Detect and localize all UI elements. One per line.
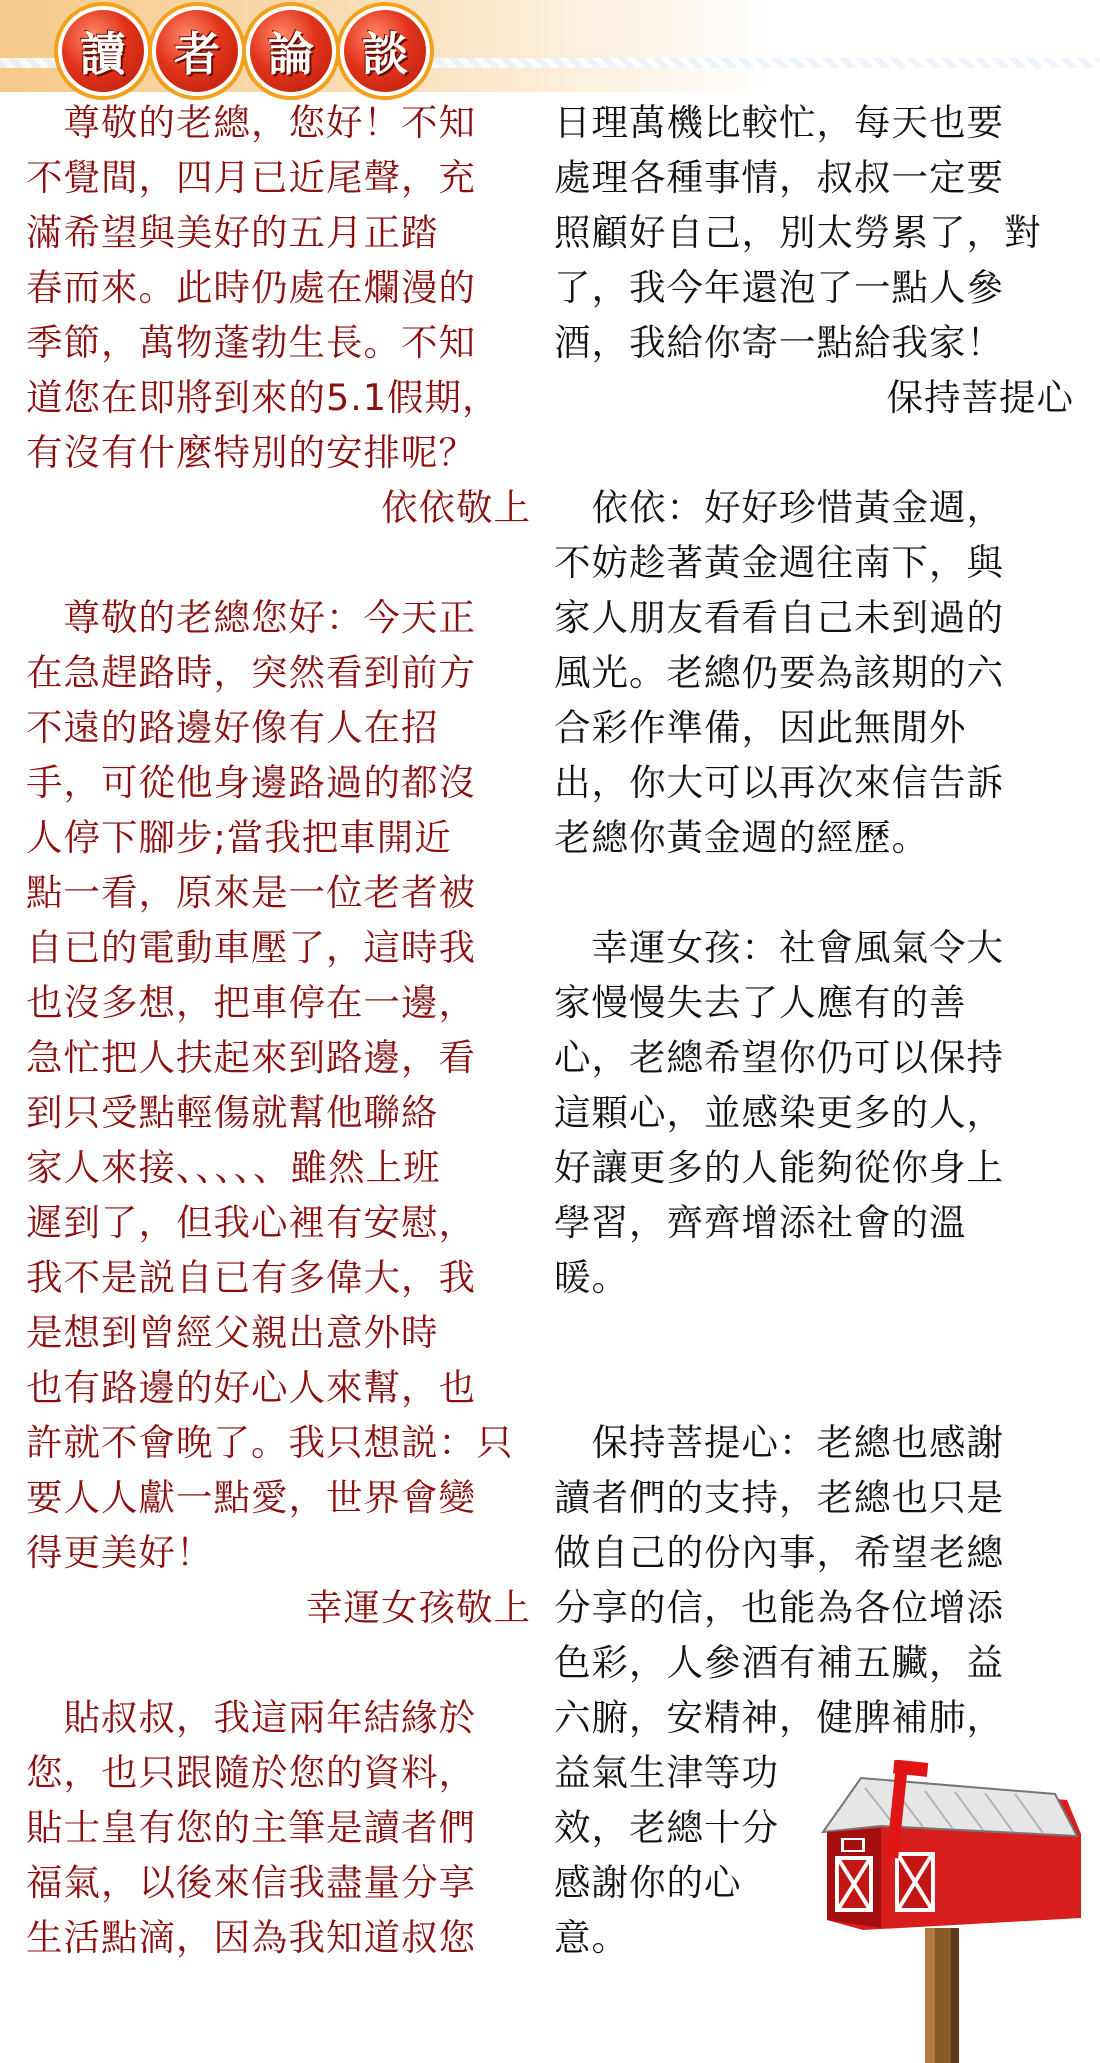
- text-line: 滿希望與美好的五月正踏: [26, 211, 439, 254]
- text-line: 色彩，人參酒有補五臟，益: [554, 1641, 1004, 1684]
- text-line: 心，老總希望你仍可以保持: [554, 1036, 1004, 1079]
- header-band: [0, 0, 1100, 92]
- text-line: 做自己的份內事，希望老總: [554, 1531, 1004, 1574]
- letter-yiyi: [26, 95, 531, 535]
- text-line: 依依：好好珍惜黃金週，: [554, 486, 1004, 529]
- text-line: 福氣，以後來信我盡量分享: [26, 1861, 476, 1904]
- title-badge: 談: [340, 6, 430, 96]
- text-line: 季節，萬物蓬勃生長。不知: [26, 321, 476, 364]
- text-line: 保持菩提心：老總也感謝: [554, 1421, 1004, 1464]
- text-line: 有沒有什麼特別的安排呢？: [26, 431, 476, 474]
- text-line: 急忙把人扶起來到路邊，看: [26, 1036, 476, 1079]
- letter-signature: 依依敬上: [381, 486, 531, 529]
- spacer: [26, 535, 531, 590]
- text-line: 學習，齊齊增添社會的溫: [554, 1201, 967, 1244]
- text-line: 益氣生津等功: [554, 1751, 779, 1794]
- text-line: 自已的電動車壓了，這時我: [26, 926, 476, 969]
- text-line: 處理各種事情，叔叔一定要: [554, 156, 1004, 199]
- text-line: 也有路邊的好心人來幫，也: [26, 1366, 476, 1409]
- text-line: 許就不會晚了。我只想説：只: [26, 1421, 514, 1464]
- text-line: 幸運女孩：社會風氣令大: [554, 926, 1004, 969]
- spacer: [554, 425, 1074, 480]
- section-title: [58, 6, 430, 96]
- text-line: 到只受點輕傷就幫他聯絡: [26, 1091, 439, 1134]
- letter-signature: 保持菩提心: [886, 376, 1074, 419]
- text-line: 家人朋友看看自己未到過的: [554, 596, 1004, 639]
- text-line: 家慢慢失去了人應有的善: [554, 981, 967, 1024]
- letter-signature: 幸運女孩敬上: [306, 1586, 531, 1629]
- letter-bodhi: [26, 1690, 531, 1965]
- text-line: 分享的信，也能為各位增添: [554, 1586, 1004, 1629]
- text-line: 感謝你的心: [554, 1861, 742, 1904]
- text-line: 好讓更多的人能夠從你身上: [554, 1146, 1004, 1189]
- text-line: 日理萬機比較忙，每天也要: [554, 101, 1004, 144]
- text-line: 生活點滴，因為我知道叔您: [26, 1916, 476, 1959]
- text-line: 家人來接、、、、、雖然上班: [26, 1146, 441, 1189]
- text-line: 合彩作準備，因此無閒外: [554, 706, 967, 749]
- letter-lucky-girl: [26, 590, 531, 1635]
- text-line: 了，我今年還泡了一點人參: [554, 266, 1004, 309]
- text-line: 這顆心，並感染更多的人，: [554, 1091, 1004, 1134]
- text-line: 六腑，安精神，健脾補肺，: [554, 1696, 1004, 1739]
- text-line: 酒，我給你寄一點給我家！: [554, 321, 1004, 364]
- text-line: 效，老總十分: [554, 1806, 779, 1849]
- text-line: 暖。: [554, 1256, 629, 1299]
- text-line: 照顧好自己，別太勞累了，對: [554, 211, 1042, 254]
- text-line: 人停下腳步;當我把車開近: [26, 816, 452, 859]
- title-badge: 論: [246, 6, 336, 96]
- text-line: 尊敬的老總，您好！不知: [26, 101, 476, 144]
- reply-yiyi: [554, 480, 1074, 865]
- spacer: [554, 1305, 1074, 1360]
- text-line: 讀者們的支持，老總也只是: [554, 1476, 1004, 1519]
- text-line: 老總你黃金週的經歷。: [554, 816, 929, 859]
- left-column: [26, 95, 531, 1965]
- text-line: 點一看，原來是一位老者被: [26, 871, 476, 914]
- spacer: [554, 1360, 1074, 1415]
- text-line: 貼士皇有您的主筆是讀者們: [26, 1806, 476, 1849]
- spacer: [26, 1635, 531, 1690]
- text-line: 道您在即將到來的5.1假期，: [26, 376, 500, 419]
- text-line: 不覺間，四月已近尾聲，充: [26, 156, 476, 199]
- text-line: 遲到了，但我心裡有安慰，: [26, 1201, 476, 1244]
- text-line: 您，也只跟隨於您的資料，: [26, 1751, 476, 1794]
- text-line: 春而來。此時仍處在爛漫的: [26, 266, 476, 309]
- text-line: 風光。老總仍要為該期的六: [554, 651, 1004, 694]
- text-line: 是想到曾經父親出意外時: [26, 1311, 439, 1354]
- text-line: 我不是説自已有多偉大，我: [26, 1256, 476, 1299]
- title-badge: 讀: [58, 6, 148, 96]
- spacer: [554, 865, 1074, 920]
- text-line: 尊敬的老總您好：今天正: [26, 596, 476, 639]
- title-badge: 者: [152, 6, 242, 96]
- text-line: 得更美好！: [26, 1531, 214, 1574]
- text-line: 要人人獻一點愛，世界會變: [26, 1476, 476, 1519]
- right-column: [554, 95, 1074, 1965]
- text-line: 不妨趁著黃金週往南下，與: [554, 541, 1004, 584]
- text-line: 手，可從他身邊路過的都沒: [26, 761, 476, 804]
- text-line: 也沒多想，把車停在一邊，: [26, 981, 476, 1024]
- text-line: 在急趕路時，突然看到前方: [26, 651, 476, 694]
- letter-bodhi-continued: [554, 95, 1074, 425]
- text-line: 貼叔叔，我這兩年結緣於: [26, 1696, 476, 1739]
- text-line: 不遠的路邊好像有人在招: [26, 706, 439, 749]
- reply-lucky-girl: [554, 920, 1074, 1305]
- text-line: 意。: [554, 1916, 629, 1959]
- mailbox-icon: [805, 1760, 1095, 2063]
- text-line: 出，你大可以再次來信告訴: [554, 761, 1004, 804]
